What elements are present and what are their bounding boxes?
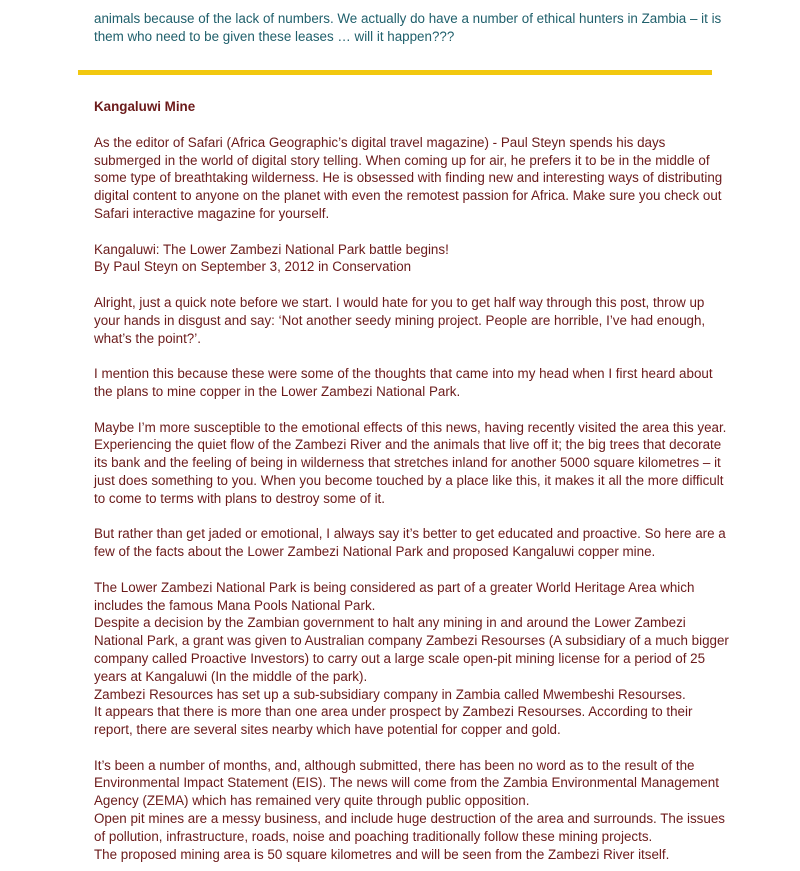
intro-line-1: animals because of the lack of numbers. We actually do have a number of ethical hunters in Zambia – it xyxy=(94,11,708,26)
intro-line-2: is them who need to be given these leases … will it happen??? xyxy=(94,11,722,44)
intro-note-paragraph: Alright, just a quick note before we start. I would hate for you to get half way through this post, throw up your hands in disgust and say: ‘Not another seedy mining project. People are horrible, I’ve had enough, what’s the point?’. xyxy=(94,294,706,346)
fact-prospect-areas: It appears that there is more than one area under prospect by Zambezi Resourses. According to their report, there are several sites nearby which have potential for copper and gold. xyxy=(94,704,693,738)
emotional-effects-paragraph: Maybe I’m more susceptible to the emotional effects of this news, having recently visited the area this year. Experiencing the quiet flow of the Zambezi River and the animals that live off it; the big trees that decorate its bank and the feeling of being in wilderness that stretches inland for another 5000 square kilometres – it just does something to you. When you become touched by a place like this, it makes it all the more difficult to come to terms with plans to destroy some of it. xyxy=(94,419,727,506)
article-section xyxy=(94,98,734,863)
section-heading: Kangaluwi Mine xyxy=(94,99,196,114)
mining-area-paragraph: The proposed mining area is 50 square kilometres and will be seen from the Zambezi River itself. xyxy=(94,846,670,862)
educated-proactive-paragraph: But rather than get jaded or emotional, I always say it’s better to get educated and proactive. So here are a few of the facts about the Lower Zambezi National Park and proposed Kangaluwi copper mine. xyxy=(94,526,726,560)
article-title-line: Kangaluwi: The Lower Zambezi National Park battle begins! xyxy=(94,241,449,257)
fact-sub-subsidiary: Zambezi Resources has set up a sub-subsidiary company in Zambia called Mwembeshi Resourses. xyxy=(94,686,686,702)
fact-world-heritage: The Lower Zambezi National Park is being considered as part of a greater World Heritage Area which includes the famous Mana Pools National Park. xyxy=(94,579,695,613)
open-pit-paragraph: Open pit mines are a messy business, and include huge destruction of the area and surrounds. The issues of pollution, infrastructure, roads, noise and poaching traditionally follow these mining projects. xyxy=(94,811,725,844)
eis-paragraph: It’s been a number of months, and, although submitted, there has been no word as to the result of the Environmental Impact Statement (EIS). The news will come from the Zambia Environmental Management Agency (ZEMA) which has remained very quite through public opposition. xyxy=(94,757,719,809)
editor-bio-paragraph: As the editor of Safari (Africa Geographic’s digital travel magazine) - Paul Steyn spends his days submerged in the world of digital story telling. When coming up for air, he prefers it to be in the middle of some type of breathtaking wilderness. He is obsessed with finding new and interesting ways of distributing digital content to anyone on the planet with even the remotest passion for Africa. Make sure you check out Safari interactive magazine for yourself. xyxy=(94,134,723,221)
fact-mining-grant: Despite a decision by the Zambian government to halt any mining in and around the Lower Zambezi National Park, a grant was given to Australian company Zambezi Resourses (A subsidiary of a much bigger company called Proactive Investors) to carry out a large scale open-pit mining license for a period of 25 years at Kangaluwi (In the middle of the park). xyxy=(94,615,729,684)
section-divider xyxy=(78,70,712,75)
intro-paragraph xyxy=(94,10,734,46)
thoughts-paragraph: I mention this because these were some of the thoughts that came into my head when I first heard about the plans to mine copper in the Lower Zambezi National Park. xyxy=(94,366,713,399)
article-byline: By Paul Steyn on September 3, 2012 in Conservation xyxy=(94,259,412,275)
